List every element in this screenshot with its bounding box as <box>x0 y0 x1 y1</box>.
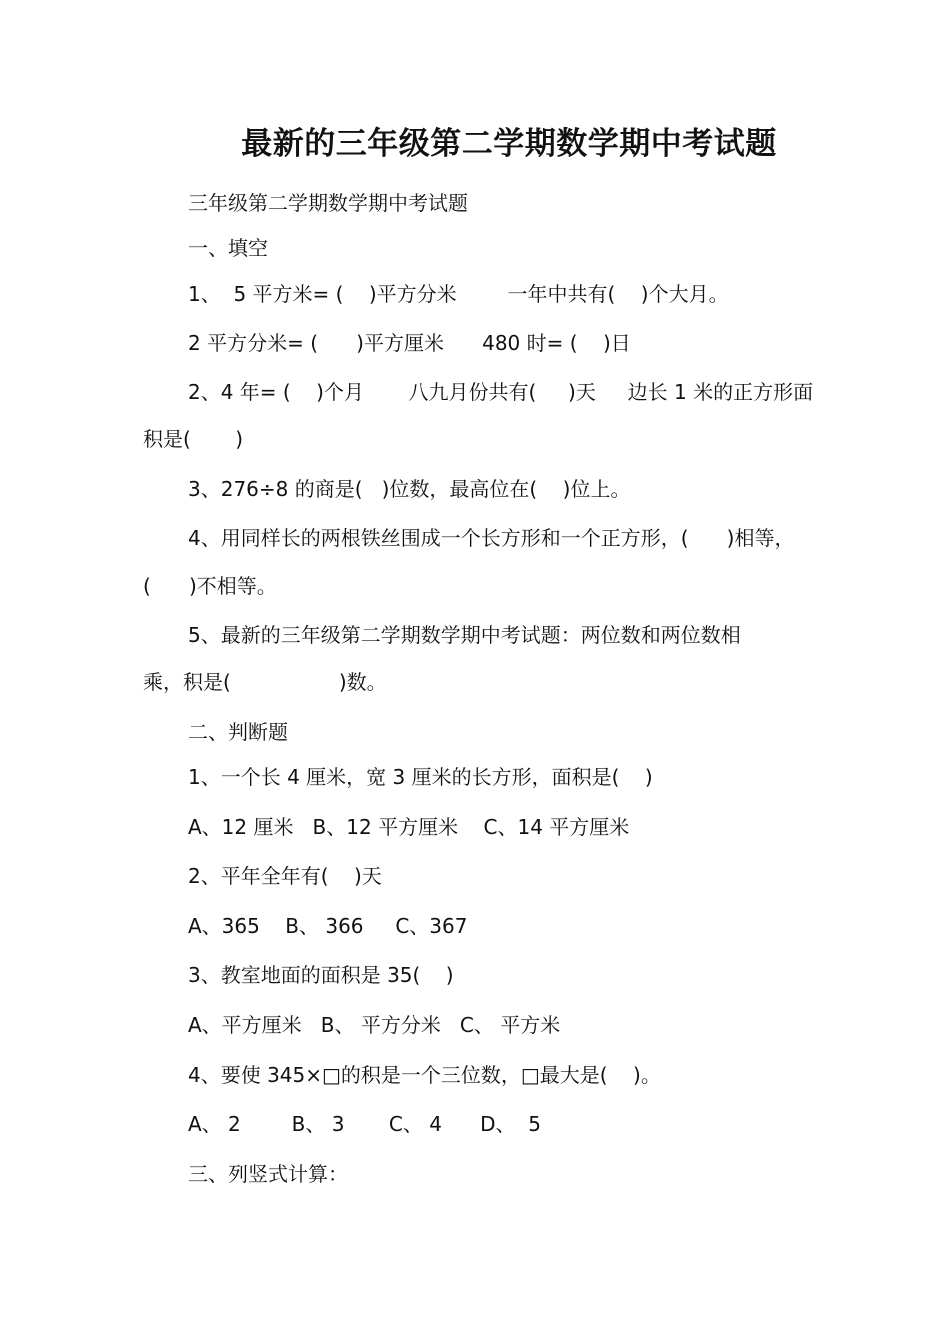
answer-options-line: A、365 B、 366 C、367 <box>188 914 468 938</box>
question-line: 3、276÷8 的商是( )位数，最高位在( )位上。 <box>188 477 631 501</box>
section-heading-vertical-calculation: 三、列竖式计算： <box>188 1162 348 1186</box>
question-line: 4、要使 345×□的积是一个三位数，□最大是( )。 <box>188 1063 661 1087</box>
answer-options-line: A、12 厘米 B、12 平方厘米 C、14 平方厘米 <box>188 815 630 839</box>
question-line: 2、平年全年有( )天 <box>188 864 382 888</box>
answer-options-line: A、 2 B、 3 C、 4 D、 5 <box>188 1112 541 1136</box>
question-line: 5、最新的三年级第二学期数学期中考试题：两位数和两位数相 <box>188 623 741 647</box>
question-line-continued: ( )不相等。 <box>143 574 277 598</box>
question-line: 2、4 年= ( )个月 八九月份共有( )天 边长 1 米的正方形面 <box>188 380 814 404</box>
subtitle-line: 三年级第二学期数学期中考试题 <box>188 191 468 215</box>
question-line-continued: 积是( ) <box>143 427 244 451</box>
question-line: 1、一个长 4 厘米，宽 3 厘米的长方形，面积是( ) <box>188 765 653 789</box>
section-heading-judgement: 二、判断题 <box>188 720 288 744</box>
question-line-continued: 乘，积是( )数。 <box>143 670 387 694</box>
question-line: 1、 5 平方米= ( )平方分米 一年中共有( )个大月。 <box>188 282 729 306</box>
section-heading-fill-blank: 一、填空 <box>188 236 268 260</box>
question-line: 4、用同样长的两根铁丝围成一个长方形和一个正方形，( )相等， <box>188 526 795 550</box>
answer-options-line: A、平方厘米 B、 平方分米 C、 平方米 <box>188 1013 561 1037</box>
question-line: 2 平方分米= ( )平方厘米 480 时= ( )日 <box>188 331 631 355</box>
question-line: 3、教室地面的面积是 35( ) <box>188 963 454 987</box>
document-title: 最新的三年级第二学期数学期中考试题 <box>241 126 777 162</box>
